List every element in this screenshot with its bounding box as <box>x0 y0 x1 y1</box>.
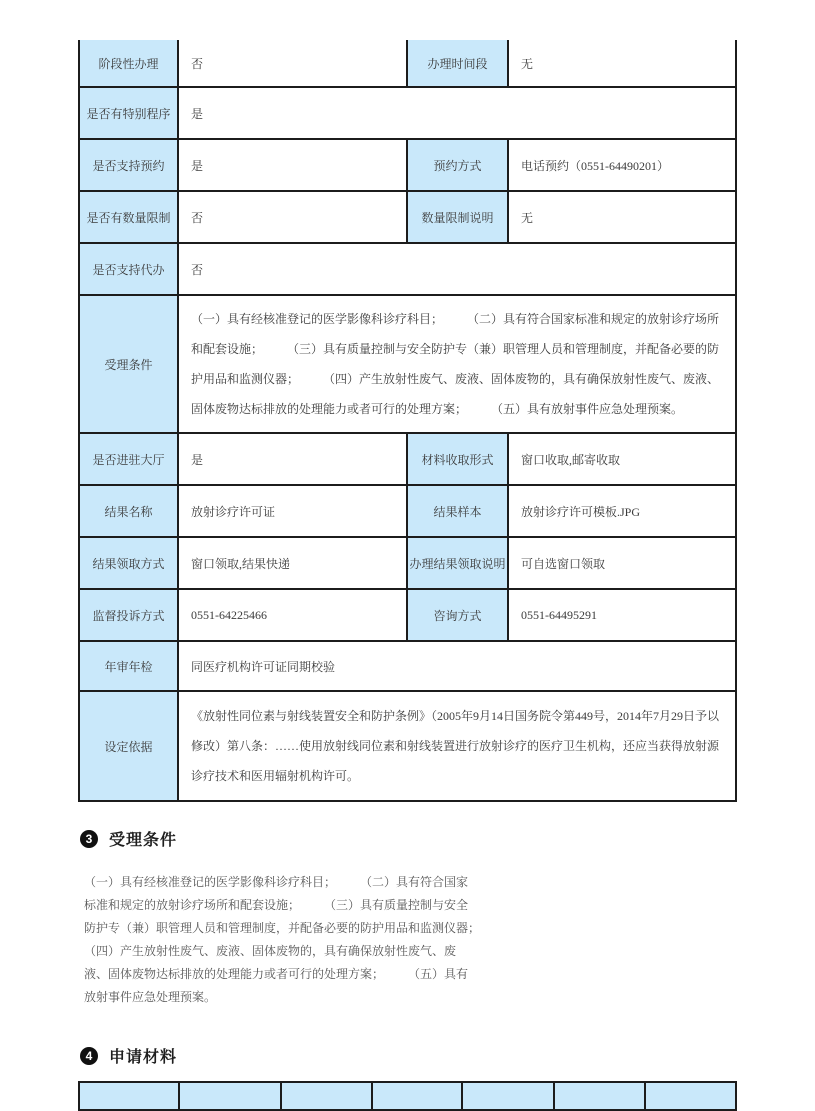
field-value-cell: 0551-64495291 <box>508 589 736 641</box>
table-row <box>79 691 736 801</box>
field-value-cell: 电话预约（0551-64490201） <box>508 139 736 191</box>
section4-number-badge: 4 <box>80 1047 98 1065</box>
field-label-cell: 是否支持预约 <box>79 139 178 191</box>
table-row <box>79 641 736 691</box>
service-detail-page <box>0 40 815 1095</box>
field-value-cell: 同医疗机构许可证同期校验 <box>178 641 736 691</box>
table-row <box>79 191 736 243</box>
field-label-cell: 办理时间段 <box>407 40 508 87</box>
field-label-cell: 阶段性办理 <box>79 40 178 87</box>
field-value-cell: 放射诊疗许可模板.JPG <box>508 485 736 537</box>
field-label-cell: 咨询方式 <box>407 589 508 641</box>
field-label-cell: 材料收取形式 <box>407 433 508 485</box>
field-label-cell: 结果领取方式 <box>79 537 178 589</box>
materials-header-cell <box>554 1082 645 1110</box>
field-label-cell: 数量限制说明 <box>407 191 508 243</box>
acceptance-conditions-paragraph: （一）具有经核准登记的医学影像科诊疗科目； （二）具有符合国家标准和规定的放射诊疗场所和配套设施； （三）具有质量控制与安全防护专（兼）职管理人员和管理制度，并配备必要的防护用品和监测仪器； （四）产生放射性废气、废液、固体废物的，具有确保放射性废气、废液、固体废物达标排放的处理能力或者可行的处理方案； （五）具有放射事件应急处理预案。 <box>84 875 511 1004</box>
table-row <box>79 485 736 537</box>
materials-header-row <box>79 1082 736 1110</box>
field-label-cell: 预约方式 <box>407 139 508 191</box>
field-value-cell: 放射诊疗许可证 <box>178 485 407 537</box>
table-row <box>79 295 736 433</box>
field-value-cell: 否 <box>178 243 736 295</box>
field-label-cell: 是否有数量限制 <box>79 191 178 243</box>
table-row <box>79 537 736 589</box>
field-value-cell: 是 <box>178 87 736 139</box>
field-label-cell: 是否有特别程序 <box>79 87 178 139</box>
field-value-cell: 是 <box>178 139 407 191</box>
section3-number-badge: 3 <box>80 830 98 848</box>
field-value-cell: （一）具有经核准登记的医学影像科诊疗科目； （二）具有符合国家标准和规定的放射诊疗场所和配套设施； （三）具有质量控制与安全防护专（兼）职管理人员和管理制度，并配备必要的防护用品和监测仪器； （四）产生放射性废气、废液、固体废物的，具有确保放射性废气、废液、固体废物达标排放的处理能力或者可行的处理方案； （五）具有放射事件应急处理预案。 <box>178 295 736 433</box>
field-label-cell: 是否支持代办 <box>79 243 178 295</box>
table-row <box>79 139 736 191</box>
materials-header-cell <box>462 1082 554 1110</box>
section4-heading <box>80 1044 735 1067</box>
field-label-cell: 是否进驻大厅 <box>79 433 178 485</box>
materials-header-cell <box>281 1082 372 1110</box>
table-row <box>79 433 736 485</box>
materials-header-cell <box>645 1082 736 1110</box>
section3-heading <box>80 827 735 850</box>
field-value-cell: 无 <box>508 40 736 87</box>
field-label-cell: 办理结果领取说明 <box>407 537 508 589</box>
field-label-cell: 年审年检 <box>79 641 178 691</box>
application-materials-table <box>78 1081 737 1111</box>
table-row <box>79 40 736 87</box>
field-value-cell: 0551-64225466 <box>178 589 407 641</box>
table-row <box>79 87 736 139</box>
page-content <box>78 40 735 1111</box>
materials-header-cell <box>179 1082 281 1110</box>
materials-header-cell <box>79 1082 179 1110</box>
field-value-cell: 无 <box>508 191 736 243</box>
field-label-cell: 受理条件 <box>79 295 178 433</box>
field-label-cell: 结果名称 <box>79 485 178 537</box>
service-detail-table <box>78 40 737 802</box>
field-label-cell: 监督投诉方式 <box>79 589 178 641</box>
section4-title: 申请材料 <box>109 1049 178 1066</box>
field-value-cell: 否 <box>178 40 407 87</box>
field-value-cell: 可自选窗口领取 <box>508 537 736 589</box>
field-value-cell: 否 <box>178 191 407 243</box>
field-value-cell: 窗口收取,邮寄收取 <box>508 433 736 485</box>
field-value-cell: 是 <box>178 433 407 485</box>
table-row <box>79 243 736 295</box>
field-value-cell: 《放射性同位素与射线装置安全和防护条例》（2005年9月14日国务院令第449号，2014年7月29日予以修改）第八条：……使用放射线同位素和射线装置进行放射诊疗的医疗卫生机构，还应当获得放射源诊疗技术和医用辐射机构许可。 <box>178 691 736 801</box>
field-label-cell: 设定依据 <box>79 691 178 801</box>
section3-title: 受理条件 <box>109 832 178 849</box>
field-value-cell: 窗口领取,结果快递 <box>178 537 407 589</box>
field-label-cell: 结果样本 <box>407 485 508 537</box>
materials-header-cell <box>372 1082 462 1110</box>
table-row <box>79 589 736 641</box>
